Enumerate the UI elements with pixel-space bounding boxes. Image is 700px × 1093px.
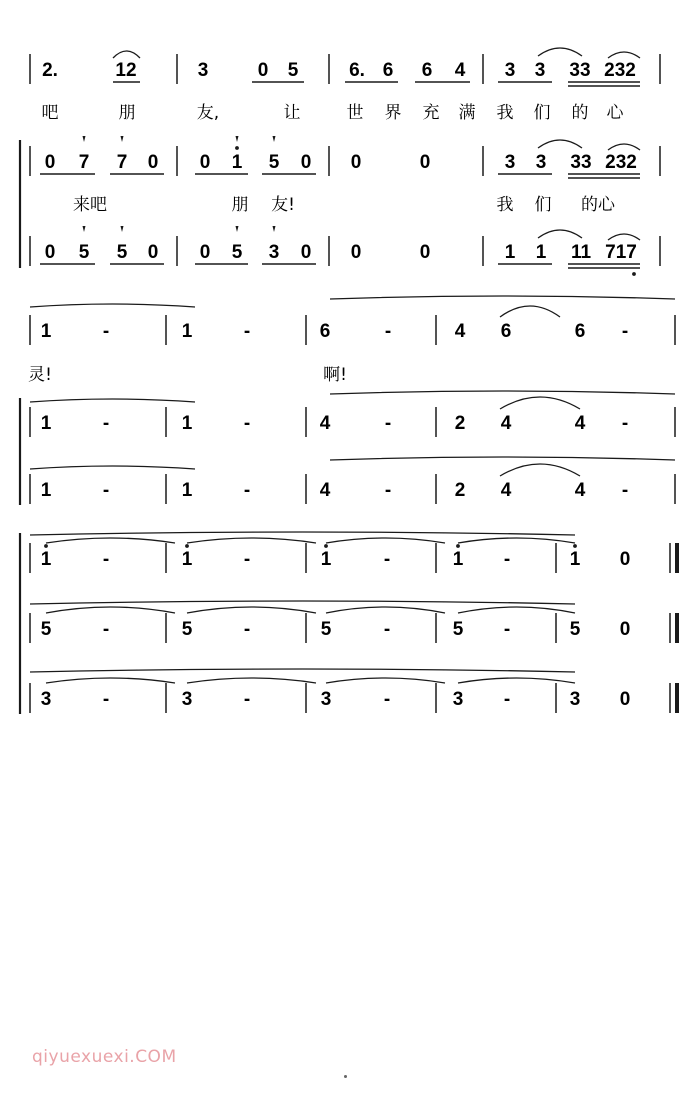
system-0-staff-1-note: 7: [116, 152, 128, 173]
system-1-staff-2-note: 1: [181, 480, 193, 501]
system-0-staff-2-note: 0: [147, 242, 159, 263]
system-0-staff-1-lyric: 们: [534, 195, 552, 215]
system-2-staff-2-note: 3: [569, 689, 581, 710]
slur: [46, 678, 175, 683]
system-2-staff-1-note: -: [383, 619, 391, 640]
system-2-staff-1-note: -: [243, 619, 251, 640]
slur: [187, 538, 316, 543]
system-1-staff-1-note: -: [621, 413, 629, 434]
system-2-staff-1-note: 5: [40, 619, 52, 640]
system-0-staff-0-note: 5: [287, 60, 299, 81]
system-2-staff-0-note: 1: [40, 549, 52, 570]
system-1-staff-1-note: 4: [319, 413, 331, 434]
system-2-staff-2-note: 3: [40, 689, 52, 710]
accent-mark: [273, 136, 276, 142]
system-0-staff-0-note: 4: [454, 60, 466, 81]
system-1-staff-2-note: -: [384, 480, 392, 501]
system-2-staff-2-note: 3: [320, 689, 332, 710]
accent-mark: [236, 136, 239, 142]
system-1-staff-0-note: -: [243, 321, 251, 342]
slur: [608, 234, 640, 240]
system-1-staff-0-note: 1: [40, 321, 52, 342]
system-1-staff-0-note: 1: [181, 321, 193, 342]
system-1-staff-0-note: -: [102, 321, 110, 342]
slur: [538, 140, 582, 148]
system-0-staff-1-lyric: 朋: [231, 195, 249, 215]
slur: [458, 678, 575, 683]
system-2-staff-0-note: -: [243, 549, 251, 570]
system-0-staff-0-lyric: 世: [346, 103, 364, 123]
system-0-staff-2-note: 11: [570, 242, 592, 263]
system-0-staff-0-lyric: 满: [458, 103, 476, 123]
system-0-staff-1-note: 0: [419, 152, 431, 173]
system-1-staff-1-note: 4: [574, 413, 586, 434]
score-notes: [28, 60, 637, 710]
low-octave-dot: [632, 272, 636, 276]
system-1-staff-2-note: 4: [319, 480, 331, 501]
system-0-staff-1-note: 3: [535, 152, 547, 173]
system-0-staff-0-lyric: 心: [606, 103, 624, 123]
accent-mark: [83, 136, 86, 142]
system-1-staff-0-note: 4: [454, 321, 466, 342]
system-0-staff-0-lyric: 我: [496, 103, 514, 123]
system-0-staff-1-note: 3: [504, 152, 516, 173]
system-2-staff-1-note: 5: [181, 619, 193, 640]
watermark-text: qiyuexuexi.COM: [32, 1047, 177, 1067]
slur: [458, 538, 575, 543]
accent-mark: [273, 226, 276, 232]
system-1-staff-1-note: -: [102, 413, 110, 434]
system-1-staff-2-note: 2: [454, 480, 466, 501]
slur: [326, 538, 445, 543]
system-2-staff-0-note: 1: [569, 549, 581, 570]
accent-mark: [121, 226, 124, 232]
system-1-staff-0-note: 6: [319, 321, 331, 342]
system-0-staff-0-note: 6: [421, 60, 433, 81]
system-2-staff-0-note: 1: [452, 549, 464, 570]
system-0-staff-2-note: 1: [504, 242, 516, 263]
system-1-staff-2-note: -: [243, 480, 251, 501]
system-0-staff-1-note: 1: [231, 152, 243, 173]
high-octave-dot: [456, 544, 460, 548]
slur: [187, 678, 316, 683]
page-dot-mark: [344, 1075, 347, 1078]
high-octave-dot: [573, 544, 577, 548]
system-0-staff-2-note: 0: [419, 242, 431, 263]
system-0-staff-0-note: 0: [257, 60, 269, 81]
system-0-staff-1-note: 232: [605, 152, 637, 173]
system-2-staff-0-final-barline: [675, 543, 679, 573]
system-0-staff-0-lyric: 界: [384, 103, 402, 123]
system-0-staff-1-lyric: 友!: [271, 195, 295, 215]
system-0-staff-0-note: 6.: [349, 60, 365, 81]
system-0-staff-0-note: 6: [382, 60, 394, 81]
system-0-staff-2-note: 5: [78, 242, 90, 263]
slur: [538, 230, 582, 238]
accent-mark: [121, 136, 124, 142]
system-0-staff-2-note: 0: [199, 242, 211, 263]
system-2-staff-2-final-barline: [675, 683, 679, 713]
high-octave-dot: [324, 544, 328, 548]
system-0-staff-0-note: 232: [604, 60, 636, 81]
system-1-staff-1-note: 2: [454, 413, 466, 434]
system-1-staff-0-lyric: 啊!: [323, 365, 347, 385]
slur: [500, 306, 560, 317]
system-0-staff-2-note: 0: [44, 242, 56, 263]
system-1-staff-1-note: 1: [40, 413, 52, 434]
system-0-staff-0-lyric: 们: [533, 103, 551, 123]
system-0-staff-0-lyric: 让: [283, 103, 301, 123]
system-2-staff-1-note: -: [102, 619, 110, 640]
system-2-staff-1-final-barline: [675, 613, 679, 643]
system-0-staff-1-note: 5: [268, 152, 280, 173]
system-1-staff-0-lyric: 灵!: [28, 365, 52, 385]
system-0-staff-2-note: 0: [350, 242, 362, 263]
accent-mark: [236, 226, 239, 232]
slur: [30, 601, 575, 604]
high-octave-dot: [185, 544, 189, 548]
system-2-staff-2-note: 3: [181, 689, 193, 710]
system-0-staff-0-lyric: 的: [571, 103, 589, 123]
system-2-staff-2-note: -: [503, 689, 511, 710]
slur: [330, 296, 675, 299]
system-0-staff-0-lyric: 朋: [118, 103, 136, 123]
system-0-staff-1-lyric: 的心: [581, 195, 615, 215]
system-1-staff-1-note: 4: [500, 413, 512, 434]
system-0-staff-0-note: 3: [534, 60, 546, 81]
system-2-staff-0-note: 1: [320, 549, 332, 570]
slur: [500, 397, 580, 409]
system-0-staff-0-note: 12: [115, 60, 137, 81]
system-0-staff-0-lyric: 吧: [41, 103, 59, 123]
slur: [46, 607, 175, 613]
system-0-staff-1-lyric: 我: [496, 195, 514, 215]
system-0-staff-0-note: 3: [504, 60, 516, 81]
system-2-staff-2-note: 0: [619, 689, 631, 710]
high-octave-dot: [235, 146, 239, 150]
system-0-staff-1-note: 33: [570, 152, 592, 173]
slur: [326, 607, 445, 613]
system-0-staff-2-note: 0: [300, 242, 312, 263]
slur: [187, 607, 316, 613]
slur: [30, 669, 575, 672]
slur: [538, 48, 582, 56]
system-1-staff-2-note: -: [621, 480, 629, 501]
system-0-staff-2-note: 717: [605, 242, 637, 263]
system-0-staff-1-note: 0: [350, 152, 362, 173]
system-2-staff-0-note: -: [102, 549, 110, 570]
system-0-staff-1-note: 0: [199, 152, 211, 173]
system-1-staff-1-note: -: [384, 413, 392, 434]
system-0-staff-0-lyric: 充: [422, 103, 440, 123]
accent-mark: [83, 226, 86, 232]
slur: [113, 51, 140, 58]
system-0-staff-0-lyric: 友,: [196, 103, 220, 123]
system-2-staff-1-note: 5: [569, 619, 581, 640]
system-2-staff-1-note: 5: [320, 619, 332, 640]
slur: [30, 466, 195, 469]
system-1-staff-0-note: -: [384, 321, 392, 342]
system-0-staff-1-note: 0: [300, 152, 312, 173]
system-1-staff-0-note: 6: [500, 321, 512, 342]
system-2-staff-1-note: 5: [452, 619, 464, 640]
system-0-staff-1-lyric: 来吧: [73, 195, 107, 215]
system-2-staff-0-note: 0: [619, 549, 631, 570]
system-2-staff-2-note: -: [102, 689, 110, 710]
score-lines: [20, 48, 675, 714]
system-1-staff-2-note: 4: [574, 480, 586, 501]
system-2-staff-1-note: 0: [619, 619, 631, 640]
slur: [330, 391, 675, 394]
system-0-staff-2-note: 5: [116, 242, 128, 263]
system-1-staff-2-note: -: [102, 480, 110, 501]
system-1-staff-1-note: 1: [181, 413, 193, 434]
system-2-staff-2-note: 3: [452, 689, 464, 710]
system-2-staff-1-note: -: [503, 619, 511, 640]
slur: [608, 52, 640, 58]
slur: [608, 144, 640, 150]
system-0-staff-0-note: 3: [197, 60, 209, 81]
system-2-staff-0-note: -: [503, 549, 511, 570]
system-2-staff-2-note: -: [243, 689, 251, 710]
slur: [458, 607, 575, 613]
slur: [30, 532, 575, 535]
system-1-staff-2-note: 1: [40, 480, 52, 501]
system-2-staff-0-note: -: [383, 549, 391, 570]
slur: [500, 464, 580, 476]
system-0-staff-0-note: 2.: [42, 60, 58, 81]
system-2-staff-0-note: 1: [181, 549, 193, 570]
slur: [30, 304, 195, 307]
system-1-staff-0-note: -: [621, 321, 629, 342]
system-1-staff-1-note: -: [243, 413, 251, 434]
system-0-staff-2-note: 1: [535, 242, 547, 263]
system-0-staff-1-note: 0: [44, 152, 56, 173]
system-0-staff-2-note: 5: [231, 242, 243, 263]
high-octave-dot: [44, 544, 48, 548]
slur: [30, 399, 195, 402]
slur: [330, 457, 675, 460]
slur: [46, 538, 175, 543]
system-0-staff-1-note: 0: [147, 152, 159, 173]
system-1-staff-2-note: 4: [500, 480, 512, 501]
system-1-staff-0-note: 6: [574, 321, 586, 342]
system-0-staff-1-note: 7: [78, 152, 90, 173]
system-0-staff-2-note: 3: [268, 242, 280, 263]
system-0-staff-0-note: 33: [569, 60, 591, 81]
system-2-staff-2-note: -: [383, 689, 391, 710]
slur: [326, 678, 445, 683]
